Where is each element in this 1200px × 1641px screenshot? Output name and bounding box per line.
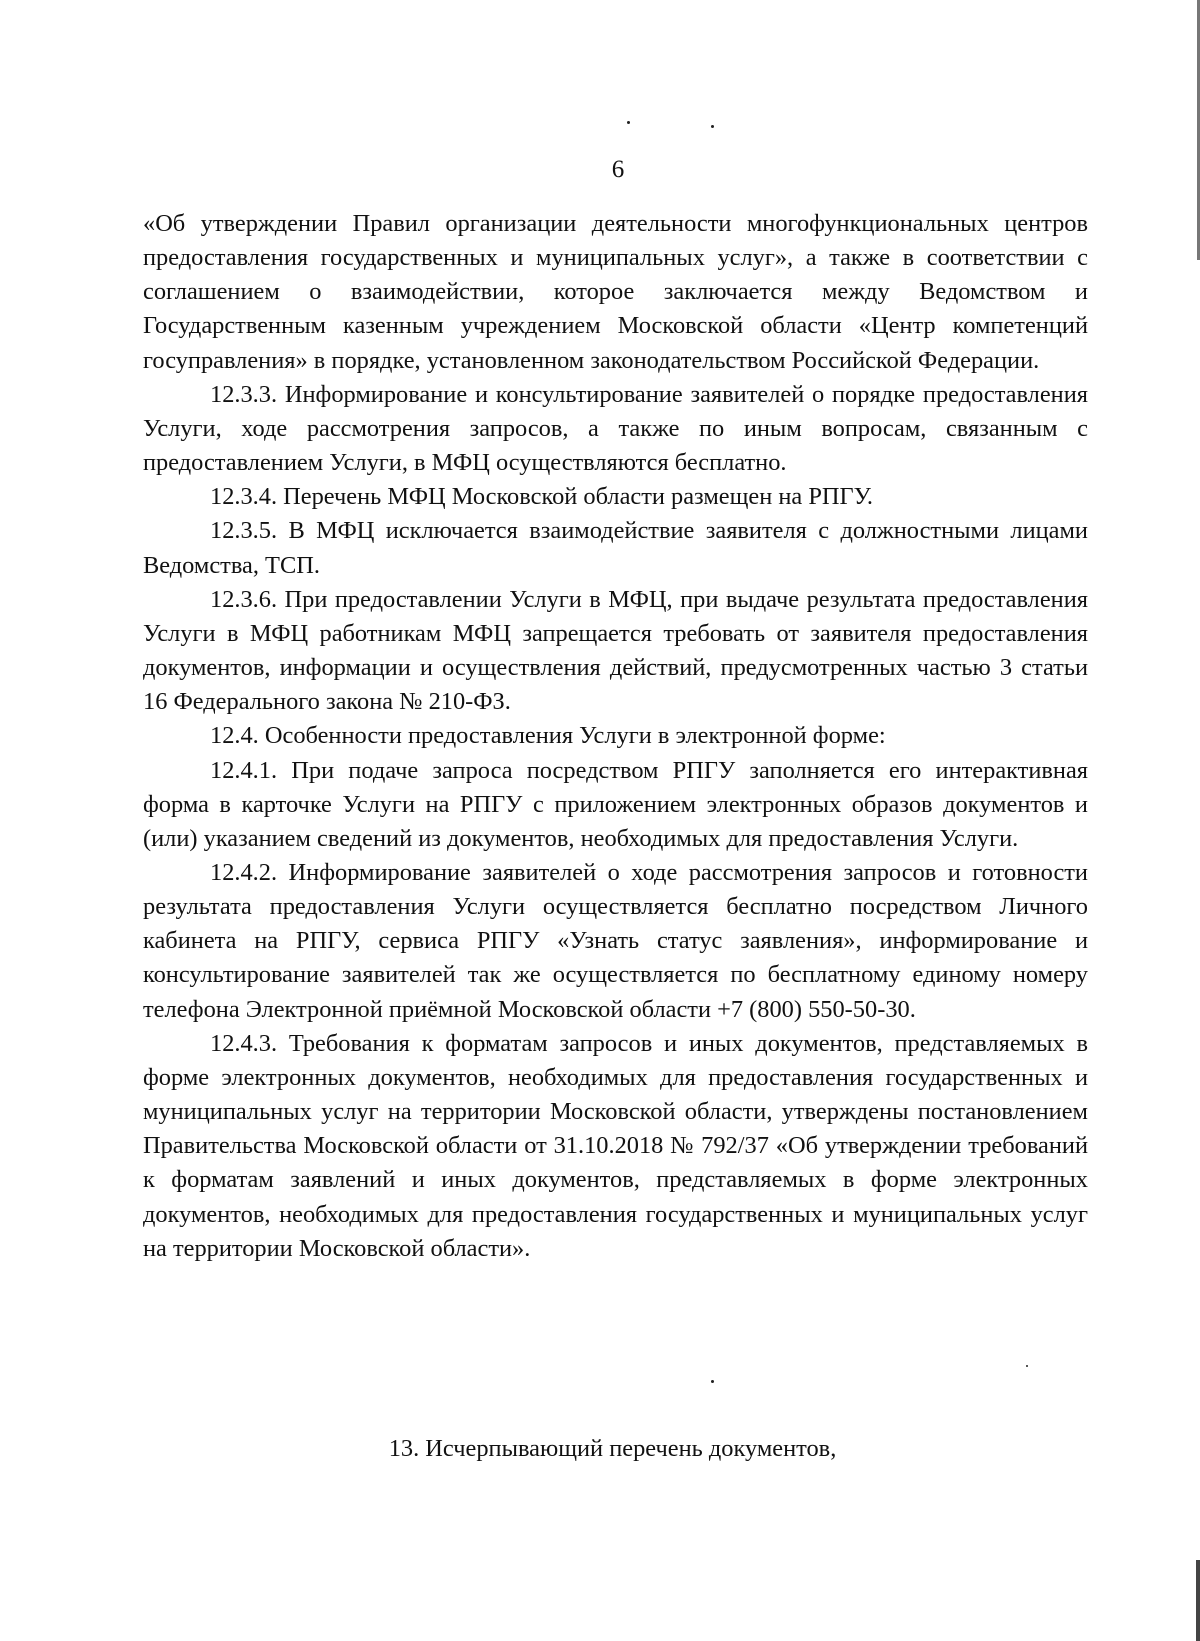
document-body <box>143 207 1088 1266</box>
paragraph-12-3-6: 12.3.6. При предоставлении Услуги в МФЦ, при выдаче результата предоставления Услуги в МФЦ работникам МФЦ запрещается требовать от заявителя предоставления документов, информации и осуществления действий, предусмотренных частью 3 статьи 16 Федерального закона № 210-ФЗ. <box>143 585 1088 716</box>
scan-edge-shadow <box>1196 1560 1200 1641</box>
page-number: 6 <box>611 156 625 183</box>
scan-speck <box>627 121 630 124</box>
scan-speck <box>711 1380 714 1383</box>
section-heading: 13. Исчерпывающий перечень документов, <box>388 1435 837 1462</box>
paragraph-12-3-3: 12.3.3. Информирование и консультирование заявителей о порядке предоставления Услуги, ходе рассмотрения запросов, а также по иным вопросам, связанным с предоставлением Услуги, в МФЦ осуществляются бесплатно. <box>143 380 1088 477</box>
paragraph-12-4-1: 12.4.1. При подаче запроса посредством РПГУ заполняется его интерактивная форма в карточке Услуги на РПГУ с приложением электронных образов документов и (или) указанием сведений из документов, необходимых для предоставления Услуги. <box>143 756 1088 852</box>
paragraph-12-3-5: 12.3.5. В МФЦ исключается взаимодействие заявителя с должностными лицами Ведомства, ТСП. <box>143 517 1088 579</box>
paragraph-12-3-4: 12.3.4. Перечень МФЦ Московской области размещен на РПГУ. <box>210 483 874 511</box>
scan-speck <box>1026 1365 1028 1367</box>
paragraph-12-4-3: 12.4.3. Требования к форматам запросов и иных документов, представляемых в форме электронных документов, необходимых для предоставления государственных и муниципальных услуг на территории Московской области, утверждены постановлением Правительства Московской области от 31.10.2018 № 792/37 «Об утверждении требований к форматам заявлений и иных документов, представляемых в форме электронных документов, необходимых для предоставления государственных и муниципальных услуг на территории Московской области». <box>143 1029 1088 1262</box>
paragraph-continuation: «Об утверждении Правил организации деятельности многофункциональных центров предоставления государственных и муниципальных услуг», а также в соответствии с соглашением о взаимодействии, которое заключается между Ведомством и Государственным казенным учреждением Московской области «Центр компетенций госуправления» в порядке, установленном законодательством Российской Федерации. <box>143 210 1088 374</box>
paragraph-12-4: 12.4. Особенности предоставления Услуги в электронной форме: <box>210 722 886 750</box>
scan-speck <box>711 125 714 128</box>
paragraph-12-4-2: 12.4.2. Информирование заявителей о ходе рассмотрения запросов и готовности результата предоставления Услуги осуществляется бесплатно посредством Личного кабинета на РПГУ, сервиса РПГУ «Узнать статус заявления», информирование и консультирование заявителей так же осуществляется по бесплатному единому номеру телефона Электронной приёмной Московской области +7 (800) 550-50-30. <box>143 858 1088 1023</box>
